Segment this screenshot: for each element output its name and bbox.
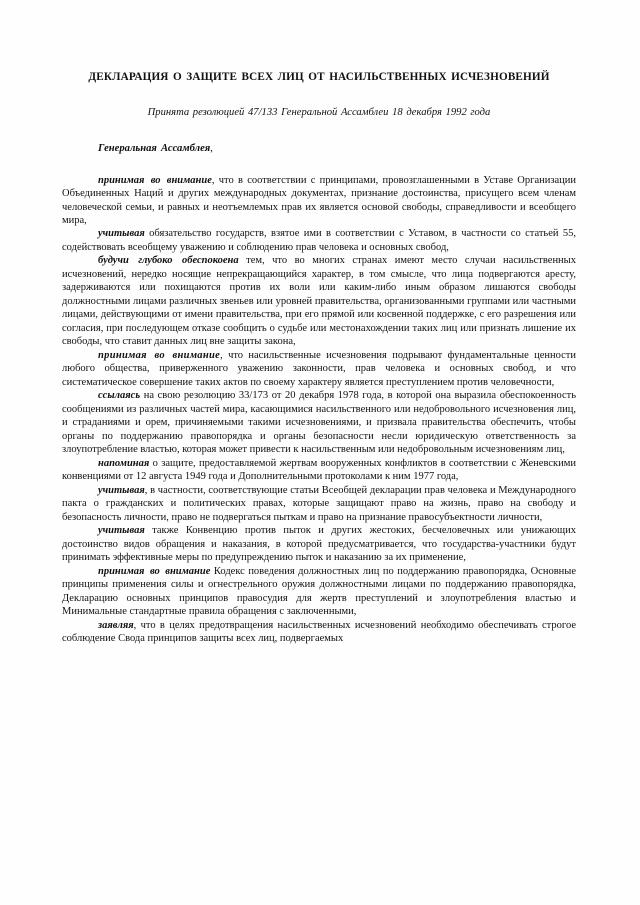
paragraph-lead-in: учитывая <box>98 228 145 240</box>
paragraph-lead-in: ссылаясь <box>98 390 141 402</box>
preamble-paragraph <box>62 227 576 254</box>
preamble-paragraph <box>62 619 576 646</box>
paragraph-lead-in: принимая во внимание <box>98 174 212 186</box>
page-title: ДЕКЛАРАЦИЯ О ЗАЩИТЕ ВСЕХ ЛИЦ ОТ НАСИЛЬСТВЕННЫХ ИСЧЕЗНОВЕНИЙ <box>88 71 550 83</box>
preamble-paragraph <box>62 565 576 619</box>
salutation-trailing: , <box>210 142 213 154</box>
preamble-paragraph <box>62 349 576 389</box>
paragraph-text: Кодекс поведения должностных лиц по поддержанию правопорядка, Основные принципы применения силы и огнестрельного оружия должностными лицами по поддержанию правопорядка, Декларацию основных принципов правосудия для жертв преступлений и злоупотребления властью и Минимальные стандартные правила обращения с заключенными, <box>62 565 577 618</box>
document-body <box>62 70 576 645</box>
paragraph-text: , что насильственные исчезновения подрывают фундаментальные ценности любого общества, приверженного уважению законности, прав человека и основных свобод, и что систематическое совершение таких актов по своему характеру является преступлением против человечности, <box>62 349 576 388</box>
preamble-paragraph <box>62 254 576 348</box>
paragraph-text: тем, что во многих странах имеют место случаи насильственных исчезновений, нередко носящие непрекращающийся характер, в том смысле, что лица подвергаются аресту, задерживаются или похищаются против их воли или каким-либо иным образом лишаются свободы должностными лицами различных звеньев или уровней правительства, организованными группами или частными лицами, действующими от имени правительства, при его прямой или косвенной поддержке, с его разрешения или согласия, при последующем отказе сообщить о судьбе или местонахождении таких лиц или признать лишение их свободы, что ставит данных лиц вне защиты закона, <box>62 255 576 348</box>
paragraph-lead-in: принимая во внимание <box>98 349 221 361</box>
preamble-paragraph <box>62 174 576 228</box>
preamble-paragraph <box>62 484 576 524</box>
paragraph-text: , что в соответствии с принципами, провозглашенными в Уставе Организации Объединенных Наций и других международных документах, признание достоинства, присущего всем членам человеческой семьи, и равных и неотъемлемых прав их является основой свободы, справедливости и всеобщего мира, <box>62 174 577 226</box>
preamble-paragraph <box>62 389 576 456</box>
paragraph-text: на свою резолюцию 33/173 от 20 декабря 1978 года, в которой она выразила обеспокоенность сообщениями из различных частей мира, касающимися насильственного или недобровольного исчезновения лиц, и страданиями и орем, причиняемыми такими исчезновениями, и призвала правительства обеспечить, чтобы органы по поддержанию правопорядка и органы безопасности несли юридическую ответственность за злоупотребление властью, которая может привести к насильственным или недобровольным исчезновениям лиц, <box>62 390 576 456</box>
salutation-emphasis: Генеральная Ассамблея <box>98 142 211 154</box>
salutation <box>62 142 576 156</box>
paragraph-lead-in: заявляя <box>98 619 134 631</box>
preamble-paragraph <box>62 524 576 564</box>
paragraph-text: обязательство государств, взятое ими в соответствии с Уставом, в частности со статьей 55, содействовать всеобщему уважению и соблюдению прав человека и основных свобод, <box>62 228 576 253</box>
paragraph-lead-in: принимая во внимание <box>98 565 211 577</box>
paragraph-lead-in: учитывая <box>98 525 145 537</box>
paragraph-text: , что в целях предотвращения насильственных исчезновений необходимо обеспечивать строгое соблюдение Свода принципов защиты всех лиц, подвергаемых <box>62 619 576 644</box>
paragraph-lead-in: напоминая <box>98 457 150 469</box>
preamble-paragraph <box>62 457 576 484</box>
document-subtitle: Принята резолюцией 47/133 Генеральной Ассамблеи 18 декабря 1992 года <box>147 107 491 118</box>
paragraph-text: , в частности, соответствующие статьи Всеобщей декларации прав человека и Международного пакта о гражданских и политических правах, которые защищают право на жизнь, право на свободу и безопасность личности, право не подвергаться пыткам и право на признание правосубъектности личности, <box>62 484 576 523</box>
paragraph-text: также Конвенцию против пыток и других жестоких, бесчеловечных или унижающих достоинство видов обращения и наказания, в которой предусматривается, что государства-участники будут принимать эффективные меры по предупреждению пыток и наказанию за их применение, <box>62 525 576 564</box>
paragraph-lead-in: учитывая <box>98 484 145 496</box>
paragraph-text: о защите, предоставляемой жертвам вооруженных конфликтов в соответствии с Женевскими конвенциями от 12 августа 1949 года и Дополнительными протоколами к ним 1977 года, <box>62 457 576 483</box>
paragraph-lead-in: будучи глубоко обеспокоена <box>98 255 239 267</box>
